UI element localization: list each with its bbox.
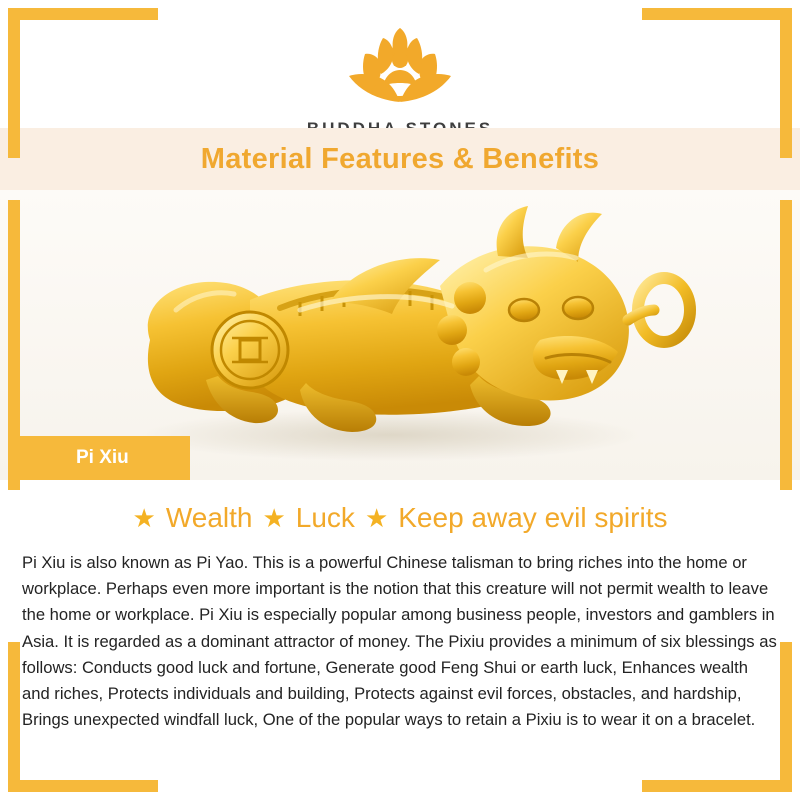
frame-corner-top-right-vertical [780, 8, 792, 158]
star-icon: ★ [132, 503, 156, 533]
frame-corner-bottom-right-vertical [780, 642, 792, 792]
page-title: Material Features & Benefits [200, 142, 600, 175]
frame-corner-bottom-left-vertical [8, 642, 20, 792]
frame-edge-middle-right [780, 200, 792, 490]
product-caption: Pi Xiu [20, 436, 190, 480]
star-icon: ★ [364, 503, 389, 533]
lotus-meditation-icon [307, 24, 493, 113]
benefit-wealth: Wealth [165, 502, 253, 533]
brand-logo [307, 24, 493, 139]
benefit-keep-away-evil-spirits: Keep away evil spirits [398, 502, 668, 533]
frame-corner-top-left-vertical [8, 8, 20, 158]
benefits-strip [0, 480, 800, 542]
frame-corner-top-left-horizontal [8, 8, 158, 20]
star-icon: ★ [262, 503, 286, 533]
frame-edge-middle-left [8, 200, 20, 490]
benefit-luck: Luck [295, 502, 355, 533]
frame-corner-bottom-left-horizontal [8, 780, 158, 792]
frame-corner-top-right-horizontal [642, 8, 792, 20]
frame-corner-bottom-right-horizontal [642, 780, 792, 792]
title-band [0, 128, 800, 190]
description-text: Pi Xiu is also known as Pi Yao. This is a powerful Chinese talisman to bring riches into the home or workplace. Perhaps even more important is the notion that this creature will not permit wealth to leave the home or workplace. Pi Xiu is especially popular among business people, investors and gamblers in Asia. It is regarded as a dominant attractor of money. The Pixiu provides a minimum of six blessings as follows: Conducts good luck and fortune, Generate good Feng Shui or earth luck, Enhances wealth and riches, Protects individuals and building, Protects against evil forces, obstacles, and hardship, Brings unexpected windfall luck, One of the popular ways to retain a Pixiu is to wear it on a bracelet. [22, 553, 777, 730]
benefits-line [133, 502, 668, 534]
product-image-area [0, 190, 800, 480]
